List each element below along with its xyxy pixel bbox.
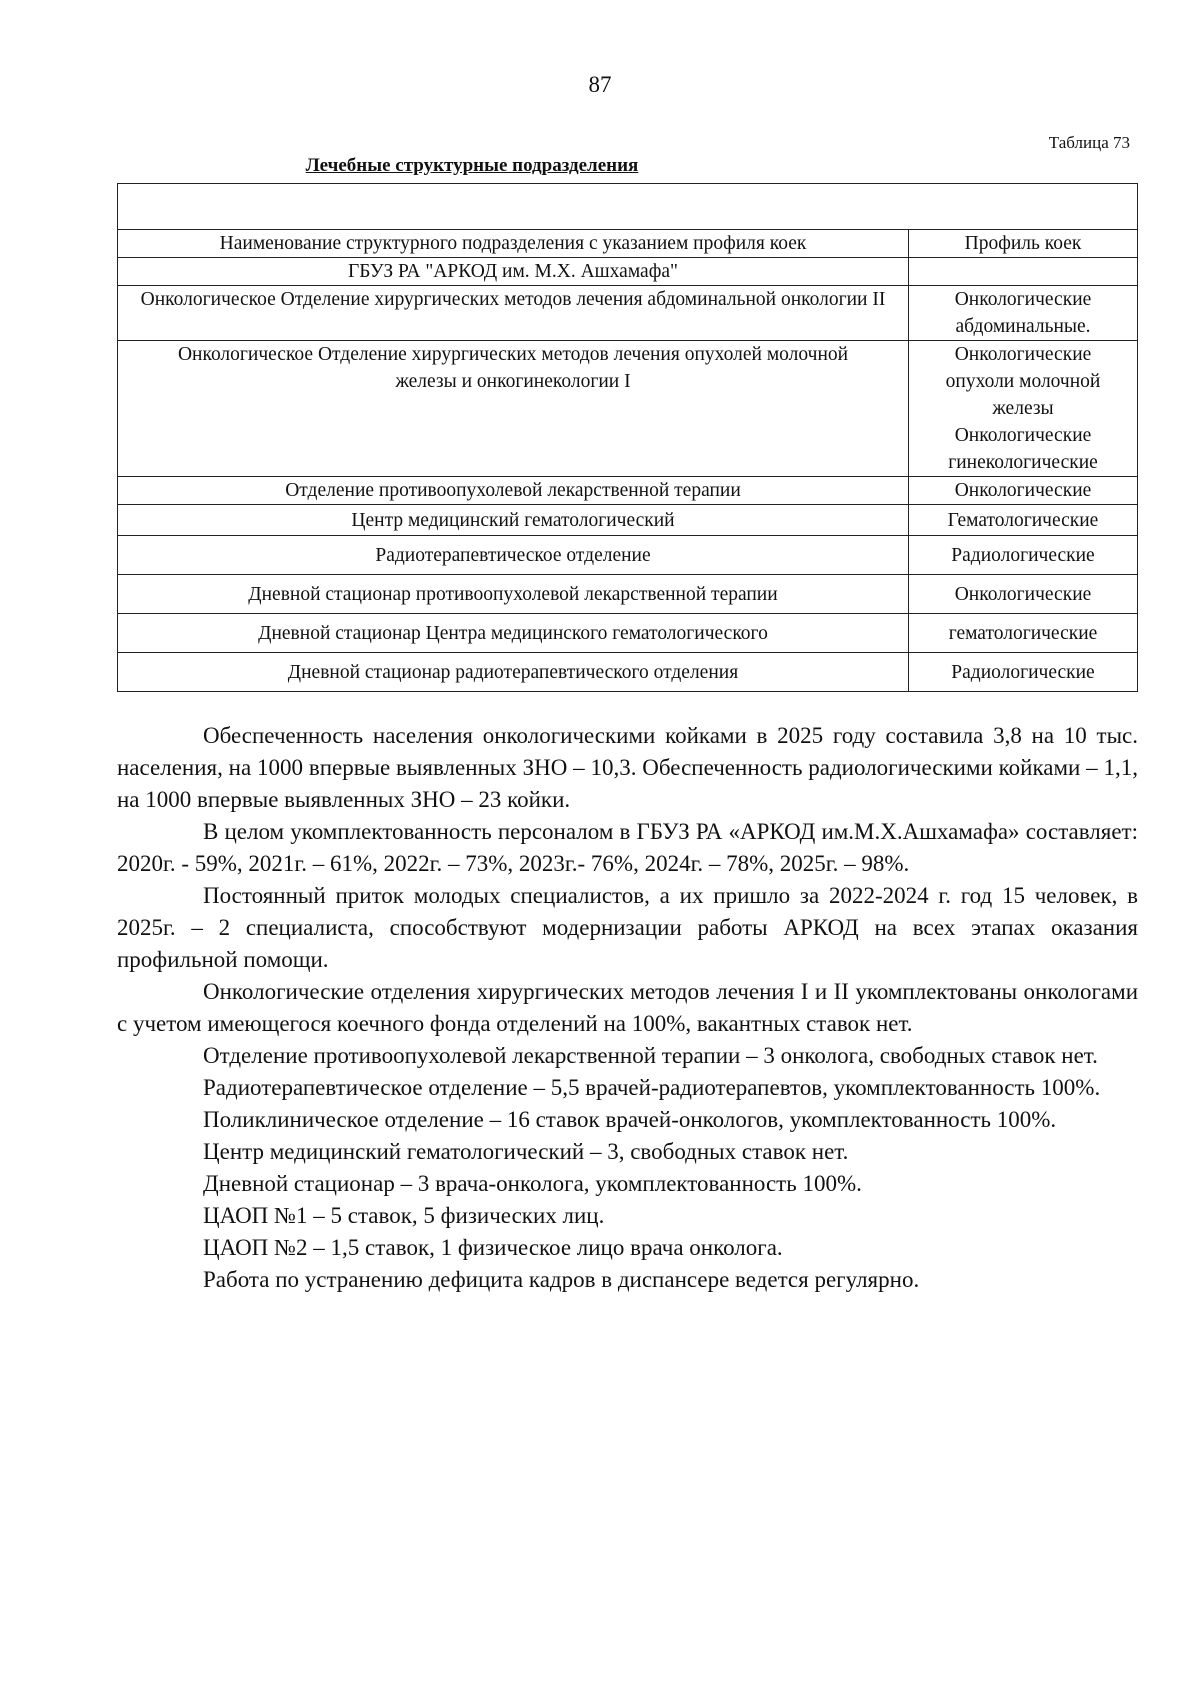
row-name-cell: Радиотерапевтическое отделение (118, 536, 909, 575)
header-name-cell: Наименование структурного подразделения с указанием профиля коек (118, 230, 909, 258)
table-row (118, 286, 1138, 341)
paragraph: Онкологические отделения хирургических методов лечения I и II укомплектованы онкологами с учетом имеющегося коечного фонда отделений на 100%, вакантных ставок нет. (117, 979, 1138, 1036)
org-profile-cell (909, 258, 1138, 286)
page-number: 87 (588, 72, 612, 97)
paragraph: Радиотерапевтическое отделение – 5,5 врачей-радиотерапевтов, укомплектованность 100%. (203, 1075, 1101, 1100)
table-row (118, 477, 1138, 505)
paragraph: Обеспеченность населения онкологическими койками в 2025 году составила 3,8 на 10 тыс. населения, на 1000 впервые выявленных ЗНО – 10,3. Обеспеченность радиологическими койками – 1,1, на 1000 впервые выявленных ЗНО – 23 койки. (117, 723, 1138, 812)
row-profile-cell: Онкологические абдоминальные. (909, 286, 1138, 341)
table-title: Лечебные структурные подразделения (305, 155, 639, 176)
row-profile-cell: Гематологические (909, 505, 1138, 536)
paragraph: В целом укомплектованность персоналом в ГБУЗ РА «АРКОД им.М.Х.Ашхамафа» составляет: 2020г. - 59%, 2021г. – 61%, 2022г. – 73%, 2023г.- 76%, 2024г. – 78%, 2025г. – 98%. (117, 819, 1138, 876)
table-row (118, 575, 1138, 614)
row-profile-cell: Онкологические (909, 575, 1138, 614)
row-name-cell: Дневной стационар противоопухолевой лекарственной терапии (118, 575, 909, 614)
header-profile-cell: Профиль коек (909, 230, 1138, 258)
row-profile-cell: Онкологические опухоли молочной железы Онкологические гинекологические (909, 341, 1138, 477)
paragraph: ЦАОП №2 – 1,5 ставок, 1 физическое лицо врача онколога. (203, 1235, 783, 1260)
paragraph: Центр медицинский гематологический – 3, свободных ставок нет. (203, 1139, 849, 1164)
row-name-cell: Отделение противоопухолевой лекарственной терапии (118, 477, 909, 505)
org-name-cell: ГБУЗ РА "АРКОД им. М.Х. Ашхамафа" (118, 258, 909, 286)
table-org-row (118, 258, 1138, 286)
table-label: Таблица 73 (1048, 133, 1130, 152)
paragraph: Дневной стационар – 3 врача-онколога, укомплектованность 100%. (203, 1171, 862, 1196)
structural-units-table (117, 183, 1138, 692)
row-name-cell: Онкологическое Отделение хирургических методов лечения опухолей молочной железы и онкогинекологии I (118, 341, 909, 477)
table-row (118, 341, 1138, 477)
row-name-cell: Дневной стационар Центра медицинского гематологического (118, 614, 909, 653)
paragraph: ЦАОП №1 – 5 ставок, 5 физических лиц. (203, 1203, 605, 1228)
row-profile-cell: гематологические (909, 614, 1138, 653)
row-name-cell: Дневной стационар радиотерапевтического отделения (118, 653, 909, 692)
paragraph: Постоянный приток молодых специалистов, а их пришло за 2022-2024 г. год 15 человек, в 2025г. – 2 специалиста, способствуют модернизации работы АРКОД на всех этапах оказания профильной помощи. (117, 883, 1138, 972)
table-header-row (118, 230, 1138, 258)
row-profile-cell: Онкологические (909, 477, 1138, 505)
paragraph: Работа по устранению дефицита кадров в диспансере ведется регулярно. (203, 1267, 920, 1292)
paragraph: Отделение противоопухолевой лекарственной терапии – 3 онколога, свободных ставок нет. (203, 1043, 1098, 1068)
paragraph: Поликлиническое отделение – 16 ставок врачей-онкологов, укомплектованность 100%. (203, 1107, 1057, 1132)
row-name-cell: Онкологическое Отделение хирургических методов лечения абдоминальной онкологии II (118, 286, 909, 341)
table-row (118, 653, 1138, 692)
table-row (118, 505, 1138, 536)
table-row (118, 536, 1138, 575)
table-blank-row (118, 184, 1138, 230)
row-profile-cell: Радиологические (909, 653, 1138, 692)
row-name-cell: Центр медицинский гематологический (118, 505, 909, 536)
body-text (117, 720, 1138, 1296)
table-row (118, 614, 1138, 653)
row-profile-cell: Радиологические (909, 536, 1138, 575)
